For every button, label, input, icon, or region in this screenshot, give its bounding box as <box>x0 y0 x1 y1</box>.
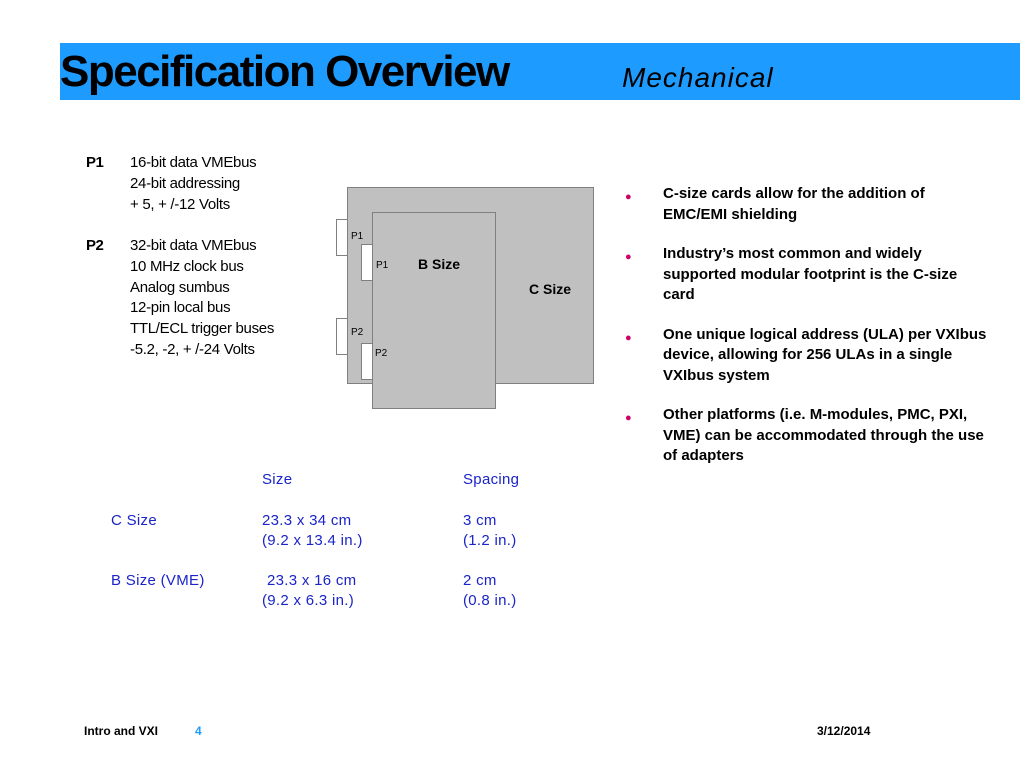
spec-line: 24-bit addressing <box>130 174 240 192</box>
bullet-text: Other platforms (i.e. M-modules, PMC, PXI, VME) can be accommodated through the use of adapters <box>663 406 984 464</box>
table-cell-size-in: (9.2 x 13.4 in.) <box>262 532 363 549</box>
b-size-label: B Size <box>418 256 461 272</box>
spec-line: + 5, + /-12 Volts <box>130 195 230 213</box>
list-item <box>622 405 992 467</box>
spec-line: 12-pin local bus <box>130 299 231 317</box>
c-card-p1-label: P1 <box>351 231 364 242</box>
b-card-p1-label: P1 <box>376 260 389 271</box>
connector-p1-specs <box>130 153 256 215</box>
table-cell-spacing-in: (0.8 in.) <box>463 592 517 609</box>
connector-label-p1: P1 <box>86 154 104 171</box>
table-cell-spacing: 3 cm <box>463 512 497 529</box>
b-card-p2-label: P2 <box>375 348 388 359</box>
feature-bullet-list <box>622 184 992 486</box>
bullet-text: C-size cards allow for the addition of EMC/EMI shielding <box>663 185 925 223</box>
bullet-text: Industry’s most common and widely supported modular footprint is the C-size card <box>663 245 958 303</box>
spec-line: TTL/ECL trigger buses <box>130 320 275 338</box>
bullet-text: One unique logical address (ULA) per VXIbus device, allowing for 256 ULAs in a single VXIbus system <box>663 325 987 384</box>
connector-p2-specs <box>130 236 274 361</box>
c-card-p2-tab <box>336 318 348 355</box>
bullet-icon: ● <box>625 412 632 424</box>
table-cell-spacing-in: (1.2 in.) <box>463 532 517 549</box>
spec-line: 10 MHz clock bus <box>130 257 244 275</box>
bullet-icon: ● <box>625 251 632 263</box>
table-header-spacing: Spacing <box>463 471 520 488</box>
c-card-p1-tab <box>336 219 348 256</box>
table-row-name: B Size (VME) <box>111 572 205 589</box>
list-item <box>622 325 992 387</box>
spec-line: 32-bit data VMEbus <box>130 237 257 254</box>
table-cell-spacing: 2 cm <box>463 572 497 589</box>
table-cell-size: 23.3 x 16 cm <box>267 572 357 589</box>
spec-line: -5.2, -2, + /-24 Volts <box>130 340 255 358</box>
spec-line: 16-bit data VMEbus <box>130 154 257 171</box>
table-cell-size: 23.3 x 34 cm <box>262 512 352 529</box>
page-subtitle: Mechanical <box>622 62 774 93</box>
list-item <box>622 244 992 306</box>
bullet-icon: ● <box>625 331 632 344</box>
b-size-card <box>372 212 496 409</box>
c-size-label: C Size <box>529 281 572 297</box>
spec-line: Analog sumbus <box>130 278 230 296</box>
page-number: 4 <box>195 724 202 738</box>
connector-label-p2: P2 <box>86 237 104 254</box>
table-cell-size-in: (9.2 x 6.3 in.) <box>262 592 355 609</box>
b-card-p2-tab <box>361 343 373 380</box>
list-item <box>622 184 992 225</box>
footer-date: 3/12/2014 <box>817 724 871 738</box>
b-card-p1-tab <box>361 244 373 281</box>
bullet-icon: ● <box>625 191 632 203</box>
footer-left-text: Intro and VXI <box>84 724 159 738</box>
table-header-size: Size <box>262 471 293 488</box>
page-title: Specification Overview <box>60 47 509 96</box>
table-row-name: C Size <box>111 512 157 529</box>
c-card-p2-label: P2 <box>351 327 364 338</box>
